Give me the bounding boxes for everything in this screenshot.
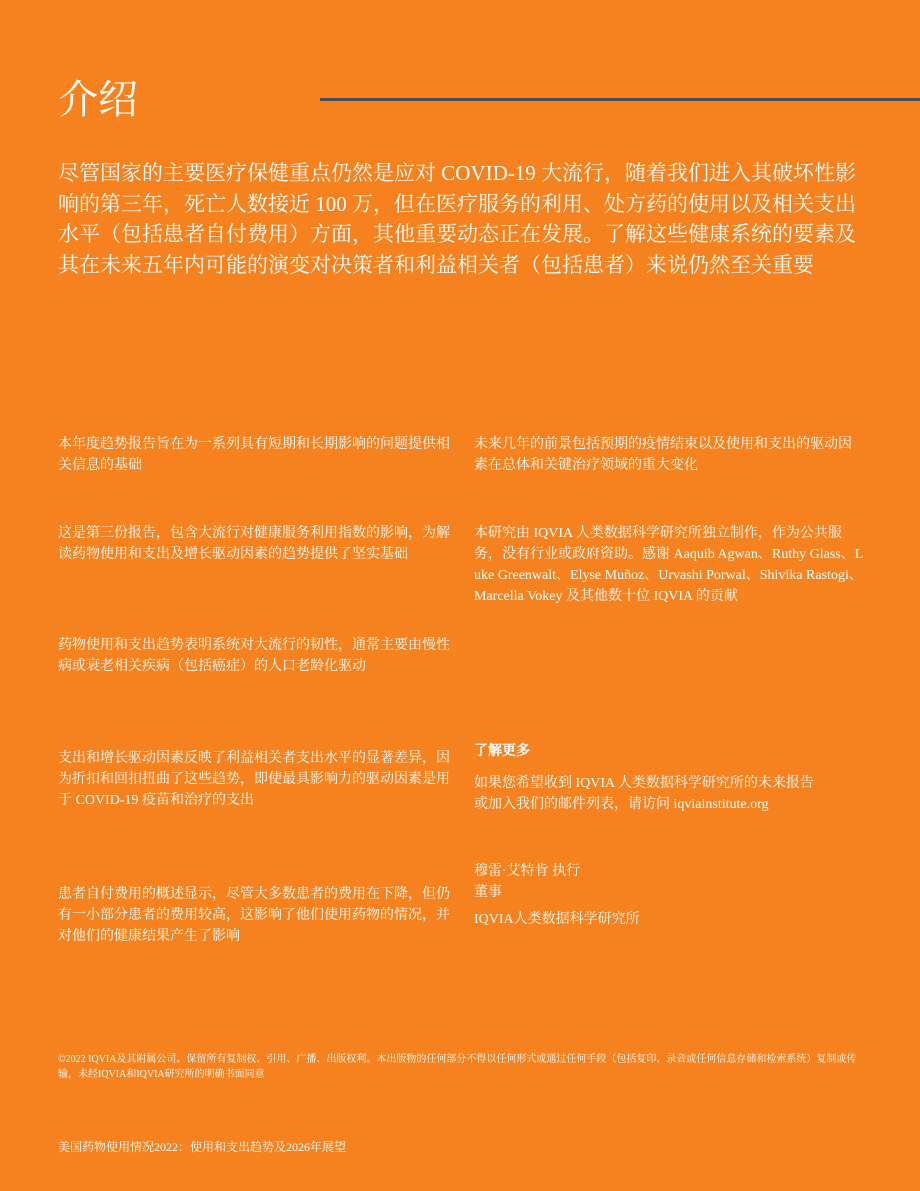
- signature-organization: IQVIA人类数据科学研究所: [474, 912, 640, 927]
- left-paragraph-4: 支出和增长驱动因素反映了利益相关者支出水平的显著差异，因为折扣和回扣扭曲了这些趋势，即使最具影响力的驱动因素是用于 COVID-19 疫苗和治疗的支出: [58, 751, 450, 808]
- right-paragraph-2: 本研究由 IQVIA 人类数据科学研究所独立制作，作为公共服务，没有行业或政府资助。感谢 Aaquib Agwan、Ruthy Glass、Luke Greenwalt、Elyse Muñoz、Urvashi Porwal、Shivika Rastogi、Marcella Vokey 及其他数十位 IQVIA 的贡献: [474, 526, 864, 604]
- signature-name: 穆雷·艾特肯 执行: [474, 864, 581, 879]
- left-paragraph-1: 本年度趋势报告旨在为一系列具有短期和长期影响的问题提供相关信息的基础: [58, 437, 450, 473]
- copyright-notice: ©2022 IQVIA及其附属公司。保留所有复制权、引用、广播、出版权利。本出版物的任何部分不得以任何形式或通过任何手段（包括复印、录音或任何信息存储和检索系统）复制或传输，未经IQVIA和IQVIA研究所的明确书面同意: [58, 1054, 857, 1080]
- title-divider: [320, 98, 920, 101]
- footer-document-title: 美国药物使用情况2022：使用和支出趋势及2026年展望: [58, 1140, 347, 1154]
- learn-more-heading: 了解更多: [474, 743, 530, 759]
- page-title: 介绍: [58, 77, 138, 123]
- signature-title: 董事: [474, 885, 502, 900]
- intro-paragraph: 尽管国家的主要医疗保健重点仍然是应对 COVID-19 大流行，随着我们进入其破坏性影响的第三年，死亡人数接近 100 万，但在医疗服务的利用、处方药的使用以及相关支出水平（包括患者自付费用）方面，其他重要动态正在发展。了解这些健康系统的要素及其在未来五年内可能的演变对决策者和利益相关者（包括患者）来说仍然至关重要: [58, 161, 856, 277]
- learn-more-text: 如果您希望收到 IQVIA 人类数据科学研究所的未来报告或加入我们的邮件列表，请访问 iqviainstitute.org: [474, 776, 814, 812]
- left-paragraph-2: 这是第三份报告，包含大流行对健康服务利用指数的影响，为解读药物使用和支出及增长驱动因素的趋势提供了坚实基础: [58, 526, 450, 562]
- left-paragraph-3: 药物使用和支出趋势表明系统对大流行的韧性，通常主要由慢性病或衰老相关疾病（包括癌症）的人口老龄化驱动: [58, 638, 450, 674]
- left-paragraph-5: 患者自付费用的概述显示，尽管大多数患者的费用在下降，但仍有一小部分患者的费用较高，这影响了他们使用药物的情况，并对他们的健康结果产生了影响: [58, 887, 450, 944]
- right-paragraph-1: 未来几年的前景包括预期的疫情结束以及使用和支出的驱动因素在总体和关键治疗领域的重大变化: [474, 437, 852, 473]
